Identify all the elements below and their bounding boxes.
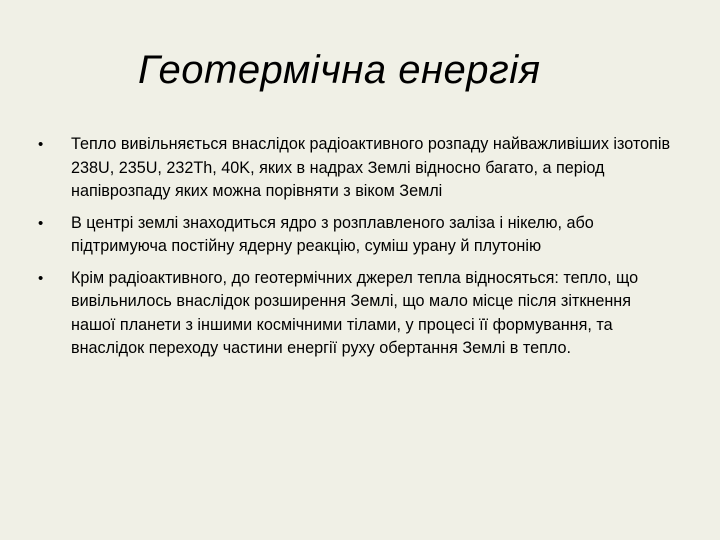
slide-title: Геотермічна енергія	[138, 48, 541, 92]
bullet-marker: •	[38, 214, 44, 232]
bullet-text: В центрі землі знаходиться ядро з розплавленого заліза і нікелю, або підтримуюча постійну ядерну реакцію, суміш урану й плутонію	[71, 213, 594, 255]
bullet-item-2	[38, 212, 678, 259]
bullet-text: Крім радіоактивного, до геотермічних джерел тепла відносяться: тепло, що вивільнилось внаслідок розширення Землі, що мало місце після зіткнення нашої планети з іншими космічними тілами, у процесі її формування, та внаслідок переходу частини енергії руху обертання Землі в тепло.	[71, 268, 639, 357]
bullet-marker: •	[38, 136, 44, 153]
bullet-marker: •	[38, 269, 44, 287]
bullet-list	[38, 133, 678, 369]
bullet-item-3	[38, 267, 678, 361]
bullet-item-1	[38, 133, 678, 204]
bullet-text: Тепло вивільняється внаслідок радіоактивного розпаду найважливіших ізотопів 238U, 235U, 232Th, 40K, яких в надрах Землі відносно багато, а період напіврозпаду яких можна порівняти з віком Землі	[71, 135, 671, 200]
